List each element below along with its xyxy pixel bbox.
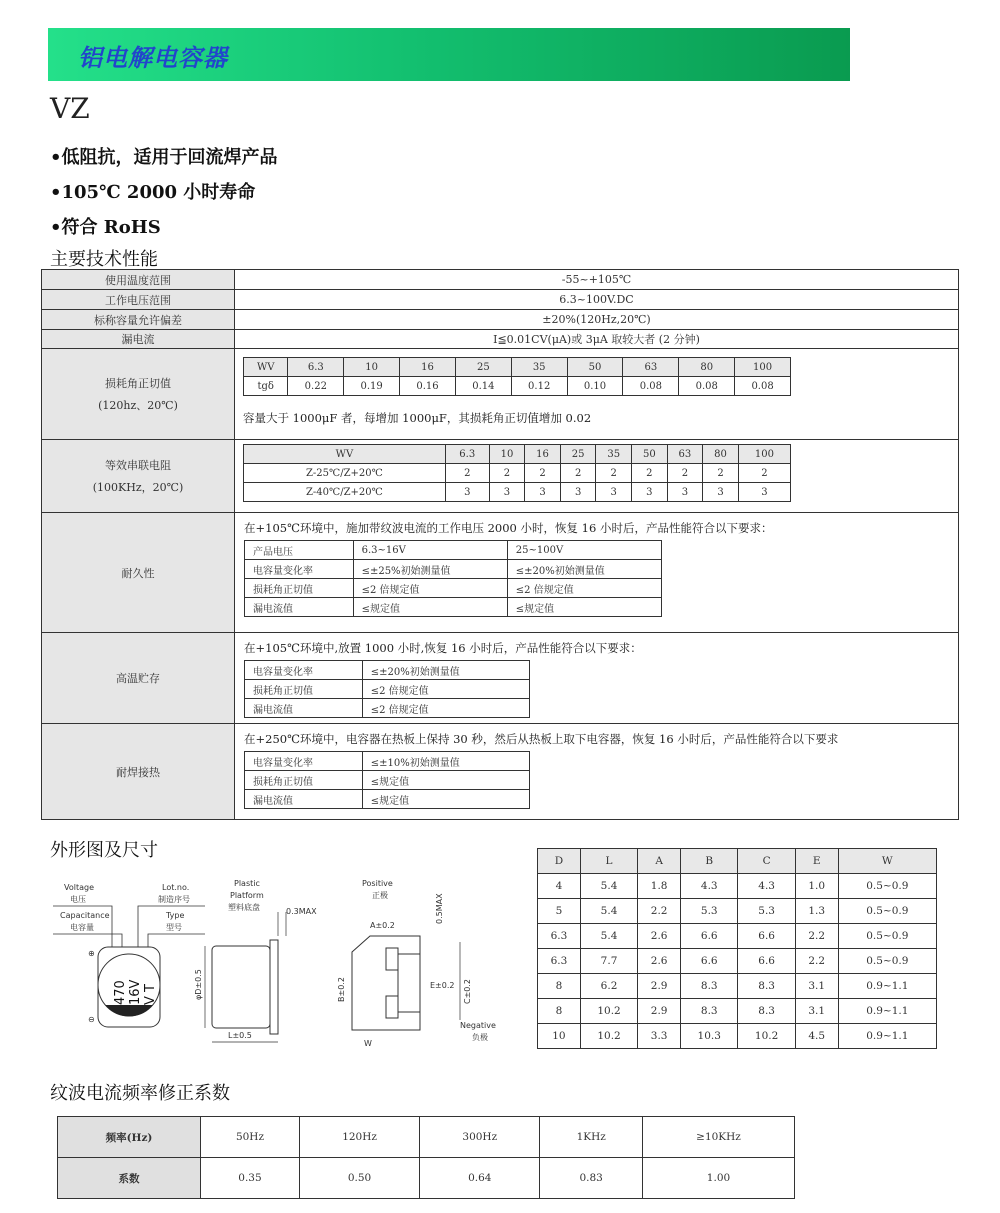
dim-w: W bbox=[364, 1039, 372, 1048]
tan-value-cell: 0.10 bbox=[567, 377, 623, 396]
endurance-table bbox=[244, 540, 662, 617]
feature-bullet: •低阻抗，适用于回流焊产品 bbox=[50, 147, 278, 168]
esr-value-cell: 2 bbox=[489, 464, 525, 483]
solder-note: 在+250℃环境中，电容器在热板上保持 30 秒，然后从热板上取下电容器，恢复 16 小时后，产品性能符合以下要求 bbox=[244, 732, 839, 746]
store-table-cell: ≤±20%初始测量值 bbox=[362, 661, 529, 680]
marking-type: V T bbox=[143, 984, 158, 1005]
dimension-table bbox=[537, 848, 937, 1049]
esr-value-cell: 3 bbox=[445, 483, 489, 502]
solder-cell bbox=[235, 724, 959, 820]
endur-table-row bbox=[245, 579, 662, 598]
spec-condition: (100KHz，20℃) bbox=[92, 481, 184, 494]
dims-cell: 0.5~0.9 bbox=[838, 924, 936, 949]
dims-cell: 0.9~1.1 bbox=[838, 999, 936, 1024]
solder-table-row bbox=[245, 790, 530, 809]
spec-label: 标称容量允许偏差 bbox=[42, 310, 235, 330]
dims-cell: 4.3 bbox=[681, 874, 738, 899]
dims-header-cell: C bbox=[738, 849, 795, 874]
dims-cell: 8 bbox=[538, 999, 581, 1024]
tan-header-cell: 80 bbox=[679, 358, 735, 377]
dims-cell: 0.5~0.9 bbox=[838, 899, 936, 924]
dims-cell: 2.6 bbox=[638, 924, 681, 949]
spec-label: 耐久性 bbox=[42, 513, 235, 633]
voltage-label-cn: 电压 bbox=[70, 895, 86, 904]
dims-cell: 8.3 bbox=[738, 999, 795, 1024]
solder-table-cell: 漏电流值 bbox=[245, 790, 363, 809]
esr-header-cell: WV bbox=[244, 445, 446, 464]
endur-table-cell: 产品电压 bbox=[245, 541, 354, 560]
esr-value-cell: 2 bbox=[525, 464, 561, 483]
freq-cell: 50Hz bbox=[201, 1117, 300, 1158]
dims-header-cell: D bbox=[538, 849, 581, 874]
dims-cell: 3.3 bbox=[638, 1024, 681, 1049]
tan-header-cell: 100 bbox=[735, 358, 791, 377]
esr-value-cell: 3 bbox=[703, 483, 739, 502]
dims-cell: 1.3 bbox=[795, 899, 838, 924]
esr-header-cell: 6.3 bbox=[445, 445, 489, 464]
endurance-note: 在+105℃环境中，施加带纹波电流的工作电压 2000 小时，恢复 16 小时后，产品性能符合以下要求： bbox=[244, 521, 773, 535]
freq-cell: 1KHz bbox=[540, 1117, 643, 1158]
type-label: Type bbox=[166, 911, 185, 920]
storage-note: 在+105℃环境中,放置 1000 小时,恢复 16 小时后，产品性能符合以下要求： bbox=[244, 641, 642, 655]
tan-value-cell: 0.22 bbox=[288, 377, 344, 396]
esr-value-cell: 2 bbox=[738, 464, 790, 483]
tan-header-cell: 25 bbox=[455, 358, 511, 377]
dim-e: E±0.2 bbox=[430, 981, 455, 990]
spec-label-tan bbox=[42, 349, 235, 440]
dims-cell: 3.1 bbox=[795, 974, 838, 999]
dims-cell: 2.2 bbox=[638, 899, 681, 924]
dim-od: φD±0.5 bbox=[194, 969, 203, 1000]
dims-cell: 3.1 bbox=[795, 999, 838, 1024]
dims-cell: 2.6 bbox=[638, 949, 681, 974]
dims-cell: 5.4 bbox=[580, 874, 637, 899]
esr-table bbox=[243, 444, 791, 502]
title-banner bbox=[48, 28, 850, 81]
storage-cell bbox=[235, 633, 959, 724]
esr-header-cell: 80 bbox=[703, 445, 739, 464]
spec-table bbox=[41, 269, 959, 820]
dim-c: C±0.2 bbox=[463, 978, 472, 1004]
esr-header-cell: 35 bbox=[596, 445, 632, 464]
dims-row bbox=[538, 999, 937, 1024]
outline-diagram bbox=[50, 870, 520, 1060]
endur-table-row bbox=[245, 541, 662, 560]
spec-condition: (120hz、20℃) bbox=[98, 399, 178, 412]
capacitance-label-cn: 电容量 bbox=[70, 923, 94, 932]
dims-cell: 0.5~0.9 bbox=[838, 949, 936, 974]
esr-value-cell: 3 bbox=[667, 483, 703, 502]
esr-value-cell: 3 bbox=[632, 483, 668, 502]
dims-row bbox=[538, 874, 937, 899]
series-name: VZ bbox=[50, 92, 90, 125]
marking-capacitance: 470 bbox=[113, 980, 128, 1005]
esr-value-cell: 2 bbox=[703, 464, 739, 483]
spec-label: 工作电压范围 bbox=[42, 290, 235, 310]
spec-label: 高温贮存 bbox=[42, 633, 235, 724]
dims-cell: 6.6 bbox=[738, 924, 795, 949]
feature-bullet: •符合 RoHS bbox=[50, 217, 161, 238]
dim-l: L±0.5 bbox=[228, 1031, 252, 1040]
dims-cell: 6.2 bbox=[580, 974, 637, 999]
dims-cell: 2.9 bbox=[638, 974, 681, 999]
store-table-cell: ≤2 倍规定值 bbox=[362, 699, 529, 718]
endur-table-cell: ≤规定值 bbox=[507, 598, 661, 617]
type-label-cn: 型号 bbox=[166, 923, 182, 932]
negative-label-cn: 负极 bbox=[472, 1033, 488, 1042]
endur-table-cell: 漏电流值 bbox=[245, 598, 354, 617]
freq-cell: 300Hz bbox=[420, 1117, 540, 1158]
dims-header-cell: L bbox=[580, 849, 637, 874]
esr-header-cell: 50 bbox=[632, 445, 668, 464]
dims-row bbox=[538, 974, 937, 999]
dims-cell: 4.3 bbox=[738, 874, 795, 899]
dims-cell: 2.2 bbox=[795, 924, 838, 949]
solder-table-row bbox=[245, 752, 530, 771]
coef-cell: 0.50 bbox=[299, 1158, 419, 1199]
dims-cell: 1.8 bbox=[638, 874, 681, 899]
banner-title: 铝电解电容器 bbox=[78, 44, 228, 72]
dims-cell: 8.3 bbox=[738, 974, 795, 999]
tan-value-cell: tgδ bbox=[244, 377, 288, 396]
dim-05max: 0.5MAX bbox=[435, 893, 444, 924]
dims-cell: 2.9 bbox=[638, 999, 681, 1024]
dims-cell: 0.9~1.1 bbox=[838, 1024, 936, 1049]
dims-cell: 10.3 bbox=[681, 1024, 738, 1049]
store-table-row bbox=[245, 661, 530, 680]
dims-cell: 0.9~1.1 bbox=[838, 974, 936, 999]
spec-value: -55~+105℃ bbox=[235, 270, 959, 290]
dims-cell: 6.3 bbox=[538, 949, 581, 974]
dims-cell: 7.7 bbox=[580, 949, 637, 974]
section-title-dims: 外形图及尺寸 bbox=[50, 840, 158, 861]
dims-row bbox=[538, 1024, 937, 1049]
store-table-row bbox=[245, 699, 530, 718]
spec-value: ±20%(120Hz,20℃) bbox=[235, 310, 959, 330]
dims-cell: 5.3 bbox=[681, 899, 738, 924]
esr-row-label: Z-40℃/Z+20℃ bbox=[244, 483, 446, 502]
dims-cell: 2.2 bbox=[795, 949, 838, 974]
marking-voltage: 16V bbox=[128, 979, 143, 1005]
dims-cell: 10.2 bbox=[580, 999, 637, 1024]
spec-label: 漏电流 bbox=[42, 330, 235, 349]
positive-label-cn: 正极 bbox=[372, 891, 388, 900]
endur-table-cell: 电容量变化率 bbox=[245, 560, 354, 579]
endur-table-row bbox=[245, 560, 662, 579]
store-table-cell: ≤2 倍规定值 bbox=[362, 680, 529, 699]
dims-cell: 6.6 bbox=[681, 924, 738, 949]
endurance-cell bbox=[235, 513, 959, 633]
esr-header-cell: 100 bbox=[738, 445, 790, 464]
tan-header-cell: WV bbox=[244, 358, 288, 377]
tan-value-cell: 0.08 bbox=[623, 377, 679, 396]
frequency-table bbox=[57, 1116, 795, 1199]
dims-row bbox=[538, 949, 937, 974]
dims-header-row bbox=[538, 849, 937, 874]
esr-cell bbox=[235, 440, 959, 513]
esr-value-cell: 3 bbox=[525, 483, 561, 502]
tan-header-cell: 35 bbox=[511, 358, 567, 377]
spec-label: 使用温度范围 bbox=[42, 270, 235, 290]
dims-cell: 8.3 bbox=[681, 999, 738, 1024]
dims-cell: 6.3 bbox=[538, 924, 581, 949]
section-title-spec: 主要技术性能 bbox=[50, 249, 158, 270]
esr-value-cell: 3 bbox=[738, 483, 790, 502]
tan-header-cell: 63 bbox=[623, 358, 679, 377]
solder-table-cell: 电容量变化率 bbox=[245, 752, 363, 771]
store-table-cell: 漏电流值 bbox=[245, 699, 363, 718]
esr-header-cell: 10 bbox=[489, 445, 525, 464]
spec-label: 损耗角正切值 bbox=[105, 377, 171, 390]
spec-label-esr bbox=[42, 440, 235, 513]
dims-cell: 4 bbox=[538, 874, 581, 899]
dims-cell: 5.3 bbox=[738, 899, 795, 924]
dims-cell: 8.3 bbox=[681, 974, 738, 999]
dims-cell: 6.6 bbox=[738, 949, 795, 974]
solder-table-cell: ≤规定值 bbox=[362, 790, 529, 809]
feature-bullet: •105℃ 2000 小时寿命 bbox=[50, 182, 256, 203]
dims-cell: 1.0 bbox=[795, 874, 838, 899]
esr-value-cell: 2 bbox=[667, 464, 703, 483]
minus-mark: ⊖ bbox=[88, 1015, 95, 1024]
coef-label: 系数 bbox=[58, 1158, 201, 1199]
endur-table-cell: ≤±20%初始测量值 bbox=[507, 560, 661, 579]
spec-label: 等效串联电阻 bbox=[105, 459, 171, 472]
endur-table-cell: ≤2 倍规定值 bbox=[353, 579, 507, 598]
tan-value-cell: 0.08 bbox=[679, 377, 735, 396]
dims-cell: 5.4 bbox=[580, 899, 637, 924]
spec-value: I≦0.01CV(μA)或 3μA 取较大者 (2 分钟) bbox=[235, 330, 959, 349]
dim-03max: 0.3MAX bbox=[286, 907, 317, 916]
dims-header-cell: W bbox=[838, 849, 936, 874]
store-table-row bbox=[245, 680, 530, 699]
dims-cell: 5.4 bbox=[580, 924, 637, 949]
plus-mark: ⊕ bbox=[88, 949, 95, 958]
lotno-label-cn: 制造序号 bbox=[158, 895, 190, 904]
coef-cell: 0.64 bbox=[420, 1158, 540, 1199]
tan-table bbox=[243, 357, 791, 396]
dims-cell: 10.2 bbox=[738, 1024, 795, 1049]
spec-value: 6.3~100V.DC bbox=[235, 290, 959, 310]
esr-value-cell: 2 bbox=[560, 464, 596, 483]
esr-value-cell: 3 bbox=[489, 483, 525, 502]
dims-cell: 8 bbox=[538, 974, 581, 999]
esr-value-cell: 2 bbox=[632, 464, 668, 483]
esr-value-cell: 2 bbox=[596, 464, 632, 483]
voltage-label: Voltage bbox=[64, 883, 95, 892]
freq-cell: ≥10KHz bbox=[643, 1117, 795, 1158]
dims-header-cell: A bbox=[638, 849, 681, 874]
tan-value-cell: 0.12 bbox=[511, 377, 567, 396]
solder-table-cell: 损耗角正切值 bbox=[245, 771, 363, 790]
positive-label: Positive bbox=[362, 879, 393, 888]
dim-a: A±0.2 bbox=[370, 921, 395, 930]
solder-table-cell: ≤±10%初始测量值 bbox=[362, 752, 529, 771]
coef-cell: 1.00 bbox=[643, 1158, 795, 1199]
plastic-label: Plastic bbox=[234, 879, 260, 888]
dims-cell: 5 bbox=[538, 899, 581, 924]
dims-cell: 10 bbox=[538, 1024, 581, 1049]
platform-label-cn: 塑料底盘 bbox=[228, 903, 260, 912]
esr-header-cell: 63 bbox=[667, 445, 703, 464]
capacitance-label: Capacitance bbox=[60, 911, 110, 920]
store-table-cell: 电容量变化率 bbox=[245, 661, 363, 680]
esr-header-cell: 16 bbox=[525, 445, 561, 464]
tan-value-cell: 0.14 bbox=[455, 377, 511, 396]
tan-cell bbox=[235, 349, 959, 440]
tan-value-cell: 0.16 bbox=[400, 377, 456, 396]
dims-row bbox=[538, 899, 937, 924]
esr-row-label: Z-25℃/Z+20℃ bbox=[244, 464, 446, 483]
endur-table-cell: ≤±25%初始测量值 bbox=[353, 560, 507, 579]
dim-b: B±0.2 bbox=[337, 977, 346, 1002]
freq-cell: 120Hz bbox=[299, 1117, 419, 1158]
dims-header-cell: B bbox=[681, 849, 738, 874]
dims-header-cell: E bbox=[795, 849, 838, 874]
tan-note: 容量大于 1000μF 者，每增加 1000μF，其损耗角正切值增加 0.02 bbox=[243, 411, 592, 425]
esr-value-cell: 3 bbox=[596, 483, 632, 502]
tan-value-cell: 0.08 bbox=[735, 377, 791, 396]
tan-header-cell: 6.3 bbox=[288, 358, 344, 377]
endur-table-cell: ≤规定值 bbox=[353, 598, 507, 617]
endur-table-cell: 损耗角正切值 bbox=[245, 579, 354, 598]
spec-label: 耐焊接热 bbox=[42, 724, 235, 820]
solder-table bbox=[244, 751, 530, 809]
storage-table bbox=[244, 660, 530, 718]
endur-table-cell: ≤2 倍规定值 bbox=[507, 579, 661, 598]
section-title-freq: 纹波电流频率修正系数 bbox=[50, 1083, 230, 1104]
store-table-cell: 损耗角正切值 bbox=[245, 680, 363, 699]
endur-table-cell: 6.3~16V bbox=[353, 541, 507, 560]
solder-table-cell: ≤规定值 bbox=[362, 771, 529, 790]
solder-table-row bbox=[245, 771, 530, 790]
dims-cell: 10.2 bbox=[580, 1024, 637, 1049]
esr-value-cell: 3 bbox=[560, 483, 596, 502]
tan-header-cell: 16 bbox=[400, 358, 456, 377]
platform-label: Platform bbox=[230, 891, 264, 900]
esr-value-cell: 2 bbox=[445, 464, 489, 483]
tan-value-cell: 0.19 bbox=[344, 377, 400, 396]
endur-table-row bbox=[245, 598, 662, 617]
coef-cell: 0.83 bbox=[540, 1158, 643, 1199]
dims-cell: 6.6 bbox=[681, 949, 738, 974]
endur-table-cell: 25~100V bbox=[507, 541, 661, 560]
tan-header-cell: 10 bbox=[344, 358, 400, 377]
freq-label: 频率(Hz) bbox=[58, 1117, 201, 1158]
dims-cell: 0.5~0.9 bbox=[838, 874, 936, 899]
esr-header-cell: 25 bbox=[560, 445, 596, 464]
coef-cell: 0.35 bbox=[201, 1158, 300, 1199]
dims-cell: 4.5 bbox=[795, 1024, 838, 1049]
negative-label: Negative bbox=[460, 1021, 496, 1030]
dims-row bbox=[538, 924, 937, 949]
tan-header-cell: 50 bbox=[567, 358, 623, 377]
lotno-label: Lot.no. bbox=[162, 883, 190, 892]
